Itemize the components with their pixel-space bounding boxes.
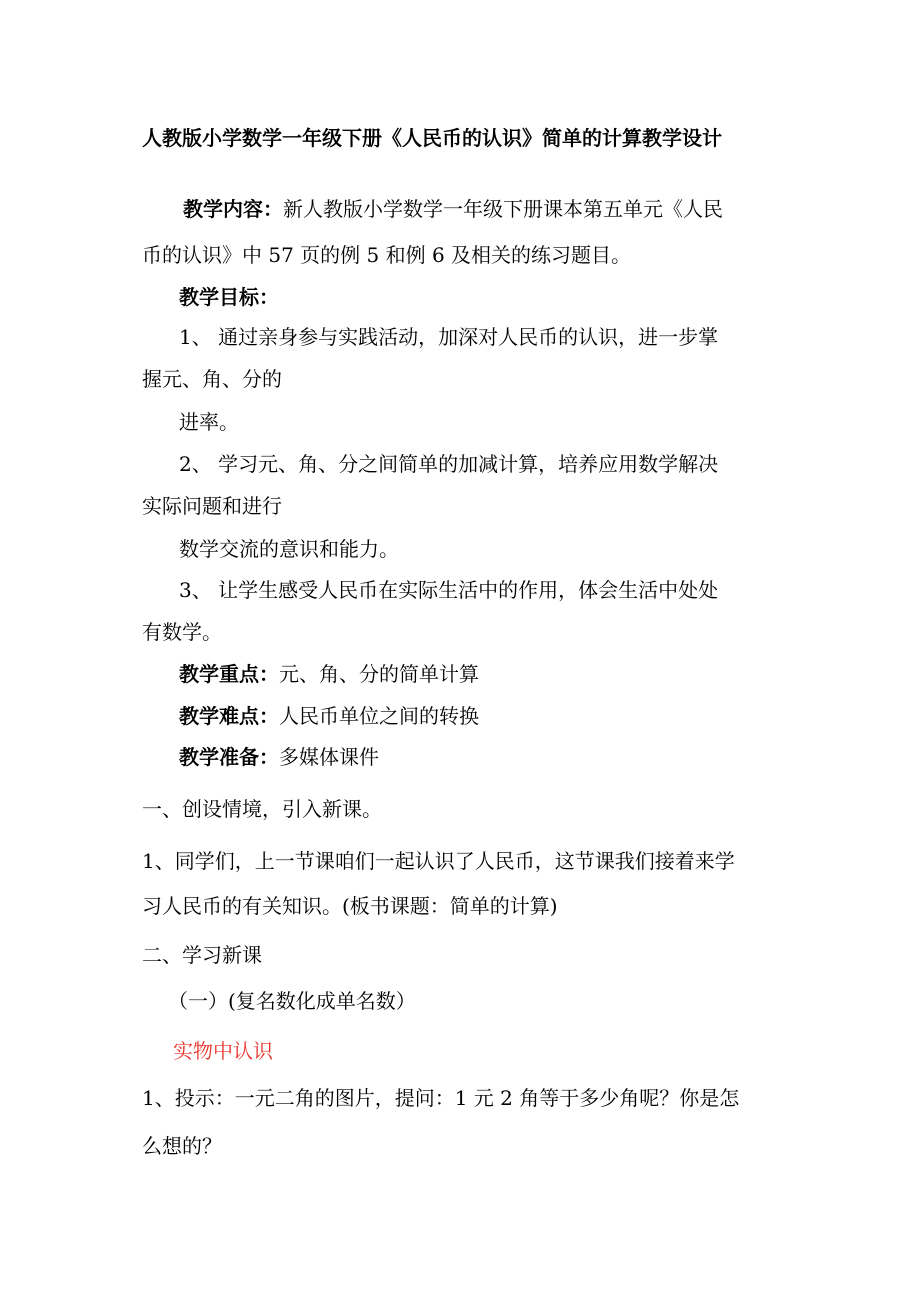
prep-label: 教学准备： [179, 745, 279, 769]
prep-text: 多媒体课件 [279, 745, 379, 769]
goals-label: 教学目标： [179, 285, 279, 309]
content-text-2: 币的认识》中 57 页的例 5 和例 6 及相关的练习题目。 [142, 243, 632, 267]
section-1-p1-line-2: 习人民币的有关知识。(板书课题：简单的计算) [142, 894, 558, 918]
goal-3-line-2: 有数学。 [142, 620, 222, 644]
goal-3-line-1: 3、 让学生感受人民币在实际生活中的作用，体会生活中处处 [179, 578, 719, 602]
key-label: 教学重点： [179, 662, 279, 686]
goal-2-line-1: 2、 学习元、角、分之间简单的加减计算，培养应用数学解决 [179, 452, 719, 476]
key-text: 元、角、分的简单计算 [279, 662, 479, 686]
goal-2-line-3: 数学交流的意识和能力。 [179, 537, 399, 561]
section-2-red-label: 实物中认识 [173, 1039, 273, 1063]
section-2-p1-line-1: 1、投示：一元二角的图片，提问：1 元 2 角等于多少角呢？你是怎 [142, 1086, 740, 1110]
document-title: 人教版小学数学一年级下册《人民币的认识》简单的计算教学设计 [142, 126, 722, 150]
content-line-1 [183, 196, 723, 222]
content-text-1: 新人教版小学数学一年级下册课本第五单元《人民 [283, 197, 723, 221]
section-2-subheading: （一）(复名数化成单名数） [168, 989, 416, 1013]
goal-1-line-1: 1、 通过亲身参与实践活动，加深对人民币的认识，进一步掌 [179, 325, 719, 349]
goal-2-line-2: 实际问题和进行 [142, 494, 282, 518]
section-1-heading: 一、创设情境，引入新课。 [142, 797, 382, 821]
section-2-heading: 二、学习新课 [142, 943, 262, 967]
section-1-p1-line-1: 1、同学们，上一节课咱们一起认识了人民币，这节课我们接着来学 [142, 849, 735, 873]
difficulty-point [179, 703, 479, 729]
goal-1-line-2: 握元、角、分的 [142, 367, 282, 391]
section-2-p1-line-2: 么想的？ [142, 1134, 222, 1158]
difficulty-label: 教学难点： [179, 704, 279, 728]
prep-point [179, 744, 379, 770]
difficulty-text: 人民币单位之间的转换 [279, 704, 479, 728]
content-label: 教学内容： [183, 197, 283, 221]
goal-1-line-3: 进率。 [179, 410, 239, 434]
key-point [179, 661, 479, 687]
